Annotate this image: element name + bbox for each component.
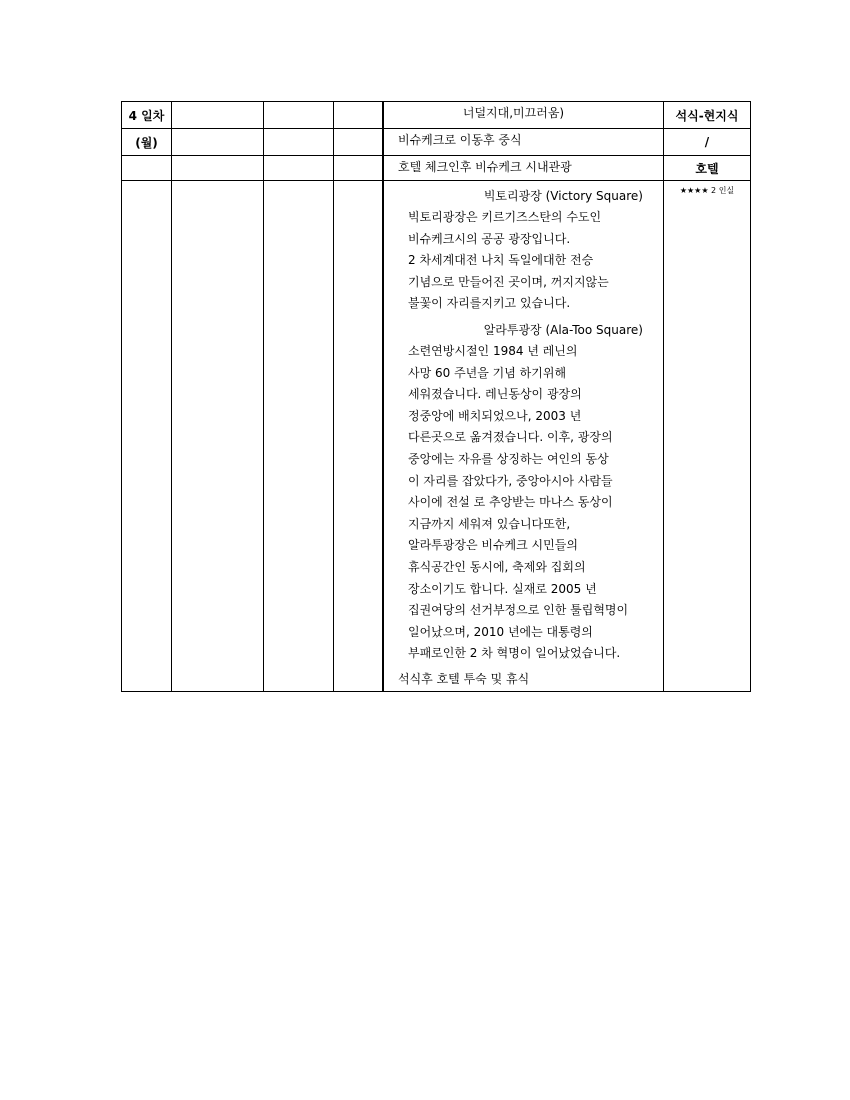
victory-square-heading: 빅토리광장 (Victory Square) — [483, 189, 643, 203]
text-line: 2 차세계대전 나치 독일에대한 전승 — [408, 253, 594, 268]
hotel-cell: 호텔 — [664, 156, 751, 181]
text-line: 빅토리광장은 키르기즈스탄의 수도인 — [408, 210, 602, 224]
meal-cell: / — [664, 129, 751, 156]
text-line: 이 자리를 잡았다가, 중앙아시아 사람들 — [408, 473, 613, 488]
empty-cell — [172, 102, 264, 129]
text-line: 정중앙에 배치되었으나, 2003 년 — [408, 408, 582, 423]
text-line: 일어났으며, 2010 년에는 대통령의 — [408, 624, 593, 639]
empty-cell — [334, 181, 384, 692]
empty-cell — [172, 129, 264, 156]
day-of-week: (월) — [122, 129, 172, 156]
victory-square-text — [384, 207, 663, 315]
schedule-line: 비슈케크로 이동후 중식 — [398, 133, 522, 147]
empty-cell — [172, 181, 264, 692]
empty-cell — [334, 129, 384, 156]
text-line: 불꽃이 자리를지키고 있습니다. — [408, 296, 571, 311]
text-line: 장소이기도 합니다. 실재로 2005 년 — [408, 581, 597, 596]
empty-cell — [264, 129, 334, 156]
text-line: 집권여당의 선거부정으로 인한 툴립혁명이 — [408, 603, 629, 618]
empty-cell — [264, 156, 334, 181]
text-line: 부패로인한 2 차 혁명이 일어났었습니다. — [408, 646, 621, 661]
text-line: 사이에 전설 로 추앙받는 마나스 동상이 — [408, 495, 613, 510]
day-number: 4 일차 — [122, 102, 172, 129]
empty-cell — [172, 156, 264, 181]
empty-cell — [334, 102, 384, 129]
hotel-rating: ★★★★ 2 인실 — [679, 186, 735, 195]
text-line: 중앙에는 자유를 상징하는 여인의 동상 — [408, 451, 609, 466]
table-row — [122, 102, 751, 129]
empty-cell — [264, 181, 334, 692]
schedule-line: 호텔 체크인후 비슈케크 시내관광 — [398, 160, 572, 174]
schedule-cell — [383, 102, 664, 129]
empty-cell — [122, 181, 172, 692]
empty-cell — [264, 102, 334, 129]
text-line: 기념으로 만들어진 곳이며, 꺼지지않는 — [408, 274, 609, 289]
schedule-line: 너덜지대,미끄러움) — [462, 106, 565, 120]
ala-too-square-heading: 알라투광장 (Ala-Too Square) — [483, 322, 643, 337]
text-line: 휴식공간인 동시에, 축제와 집회의 — [408, 559, 586, 574]
table-row — [122, 129, 751, 156]
text-line: 지금까지 세워져 있습니다또한, — [408, 516, 571, 531]
text-line: 비슈케크시의 공공 광장입니다. — [408, 231, 571, 246]
closing-line: 석식후 호텔 투숙 및 휴식 — [398, 671, 530, 686]
hotel-rating-cell — [664, 181, 751, 692]
meal-cell: 석식-현지식 — [664, 102, 751, 129]
text-line: 알라투광장은 비슈케크 시민들의 — [408, 538, 578, 553]
schedule-cell — [383, 156, 664, 181]
ala-too-square-section — [384, 315, 663, 665]
schedule-cell — [383, 129, 664, 156]
table-row — [122, 181, 751, 692]
empty-cell — [334, 156, 384, 181]
text-line: 세워졌습니다. 레닌동상이 광장의 — [408, 387, 582, 402]
empty-cell — [122, 156, 172, 181]
table-row — [122, 156, 751, 181]
sightseeing-description — [383, 181, 664, 692]
itinerary-table — [121, 101, 751, 692]
text-line: 다른곳으로 옮겨졌습니다. 이후, 광장의 — [408, 430, 613, 445]
ala-too-square-text — [384, 341, 663, 665]
text-line: 사망 60 주년을 기념 하기위해 — [408, 365, 567, 380]
text-line: 소련연방시절인 1984 년 레닌의 — [408, 343, 578, 358]
victory-square-section — [384, 181, 663, 315]
